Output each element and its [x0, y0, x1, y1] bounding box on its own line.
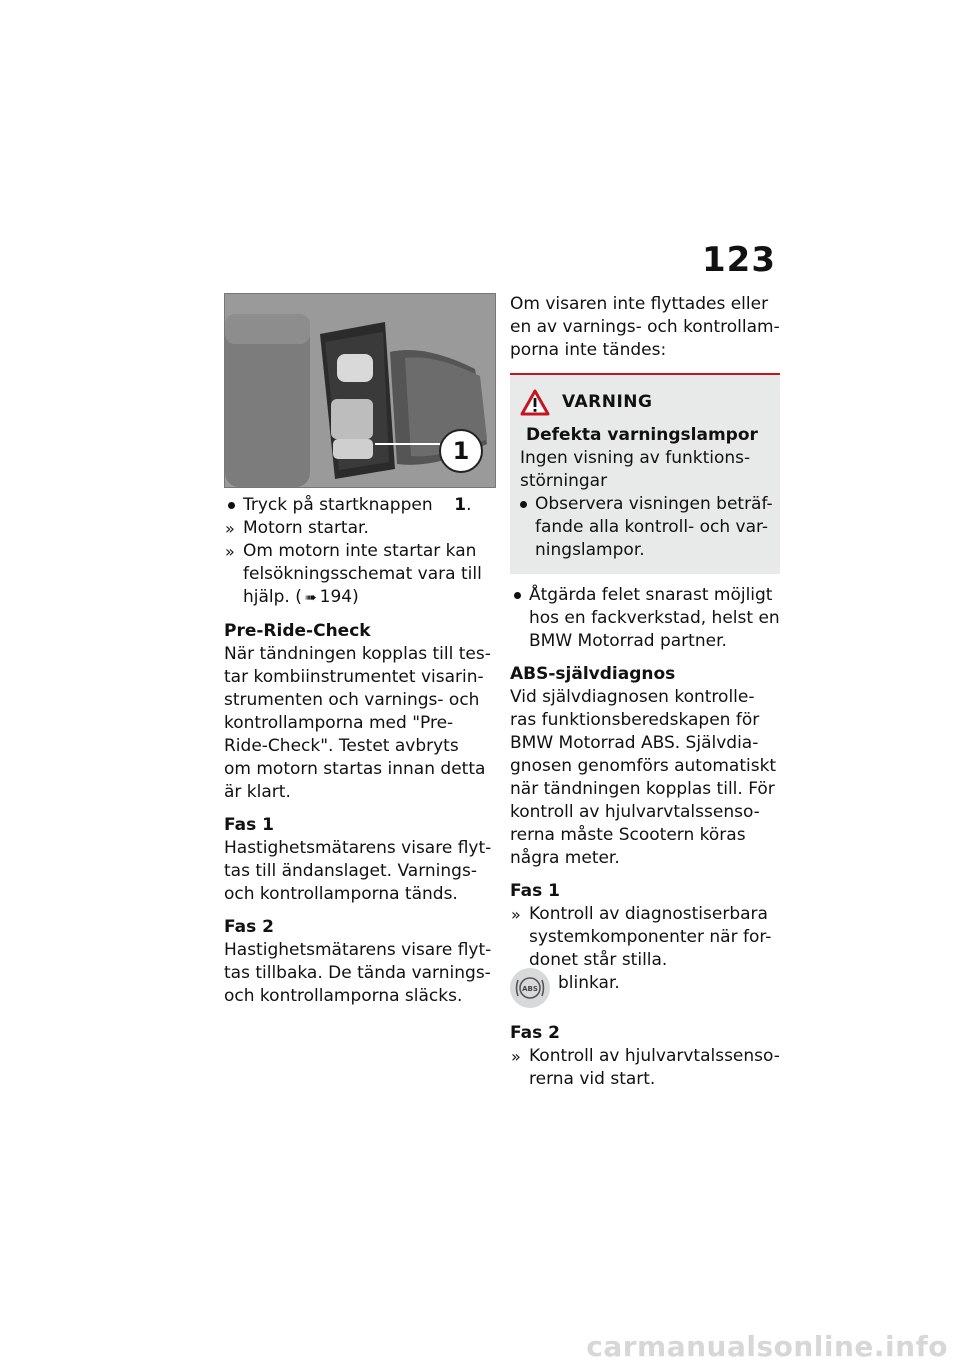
result-abs-fas-1: [510, 903, 780, 972]
result-help: hjälp.: [243, 587, 290, 607]
step-ref: 1: [454, 495, 467, 515]
text-line: och kontrollamporna släcks.: [224, 986, 463, 1006]
text-line: hos en fackverkstad, helst en: [529, 608, 780, 628]
abs-warning-icon: [510, 968, 550, 1008]
abs-blinks-text: blinkar.: [558, 973, 620, 993]
text-line: Observera visningen beträf-: [535, 494, 773, 514]
text-line: ningslampor.: [535, 540, 645, 560]
text-line: Om visaren inte flyttades eller: [510, 294, 769, 314]
text-line: » Kontroll av hjulvarvtalssenso-: [529, 1046, 780, 1066]
paragraph-intro: [510, 293, 780, 362]
text-line: Hastighetsmätarens visare flyt-: [224, 940, 492, 960]
text-line: rerna vid start.: [529, 1069, 656, 1089]
text-line: en av varnings- och kontrollam-: [510, 317, 780, 337]
result-troubleshoot: [224, 540, 494, 610]
step-press-start: [224, 494, 494, 517]
crossref-page: 194): [319, 587, 359, 607]
warning-header: [516, 389, 774, 416]
text-line: tas till ändanslaget. Varnings-: [224, 861, 477, 881]
watermark: carmanualsonline.info: [586, 1330, 948, 1363]
text-line: porna inte tändes:: [510, 340, 667, 360]
text-line: donet står stilla.: [529, 950, 668, 970]
abs-blink-row: [510, 972, 780, 1008]
text-line: några meter.: [510, 848, 620, 868]
text-line: BMW Motorrad ABS. Självdia-: [510, 733, 759, 753]
text-line: ras funktionsberedskapen för: [510, 710, 760, 730]
step-period: .: [466, 495, 472, 515]
warning-title: VARNING: [562, 392, 653, 412]
text-line: kontrollamporna med "Pre-: [224, 713, 454, 733]
text-line: tar kombiinstrumentet visarin-: [224, 667, 484, 687]
right-column: [510, 293, 780, 1091]
result-line: » Om motorn inte startar kan: [243, 541, 477, 561]
handlebar-switch-photo: [224, 293, 496, 488]
text-line: störningar: [520, 471, 608, 491]
result-line: felsökningsschemat vara till: [243, 564, 482, 584]
text-line: gnosen genomförs automatiskt: [510, 756, 777, 776]
heading-abs-diagnos: ABS-självdiagnos: [510, 664, 676, 684]
text-line: om motorn startas innan detta: [224, 759, 486, 779]
warning-subtitle: Defekta varningslampor: [526, 425, 758, 445]
step-text: Tryck på startknappen: [243, 495, 433, 515]
heading-fas-2: Fas 2: [224, 917, 274, 937]
warning-body: [516, 447, 774, 493]
paragraph-fas-1: [224, 837, 494, 906]
warning-bullet: [516, 493, 774, 562]
text-line: när tändningen kopplas till. För: [510, 779, 775, 799]
text-line: fande alla kontroll- och var-: [535, 517, 769, 537]
text-line: systemkomponenter när for-: [529, 927, 772, 947]
text-line: » Kontroll av diagnostiserbara: [529, 904, 768, 924]
warning-triangle-icon: [520, 389, 550, 416]
abs-icon-label: ABS: [522, 985, 538, 993]
text-line: och kontrollamporna tänds.: [224, 884, 458, 904]
text-line: är klart.: [224, 782, 291, 802]
heading-pre-ride-check: Pre-Ride-Check: [224, 621, 371, 641]
text-line: Vid självdiagnosen kontrolle-: [510, 687, 755, 707]
text-line: BMW Motorrad partner.: [529, 631, 727, 651]
heading-abs-fas-1: Fas 1: [510, 881, 560, 901]
text-line: När tändningen kopplas till tes-: [224, 644, 491, 664]
paragraph-pre-ride-check: [224, 643, 494, 804]
paragraph-fas-2: [224, 939, 494, 1008]
page-number: 123: [702, 240, 776, 280]
figure-callout-1: 1: [439, 429, 483, 473]
text-line: strumenten och varnings- och: [224, 690, 480, 710]
left-column: [224, 293, 494, 1008]
text-line: tas tillbaka. De tända varnings-: [224, 963, 491, 983]
text-line: rerna måste Scootern köras: [510, 825, 746, 845]
text-line: Ride-Check". Testet avbryts: [224, 736, 459, 756]
abs-symbol: [513, 971, 547, 1005]
heading-abs-fas-2: Fas 2: [510, 1023, 560, 1043]
result-line: hjälp. ( ➠ 194): [243, 587, 359, 607]
text-line: kontroll av hjulvarvtalssenso-: [510, 802, 760, 822]
text-line: Ingen visning av funktions-: [520, 448, 751, 468]
result-engine-starts: » Motorn startar.: [224, 517, 494, 540]
paragraph-abs: [510, 686, 780, 870]
crossref-arrow-icon: ➠: [304, 590, 317, 606]
text-line: Hastighetsmätarens visare flyt-: [224, 838, 492, 858]
text-line: Åtgärda felet snarast möjligt: [529, 585, 773, 605]
warning-box: [510, 373, 780, 574]
heading-fas-1: Fas 1: [224, 815, 274, 835]
result-abs-fas-2: [510, 1045, 780, 1091]
action-fix-fault: [510, 584, 780, 653]
